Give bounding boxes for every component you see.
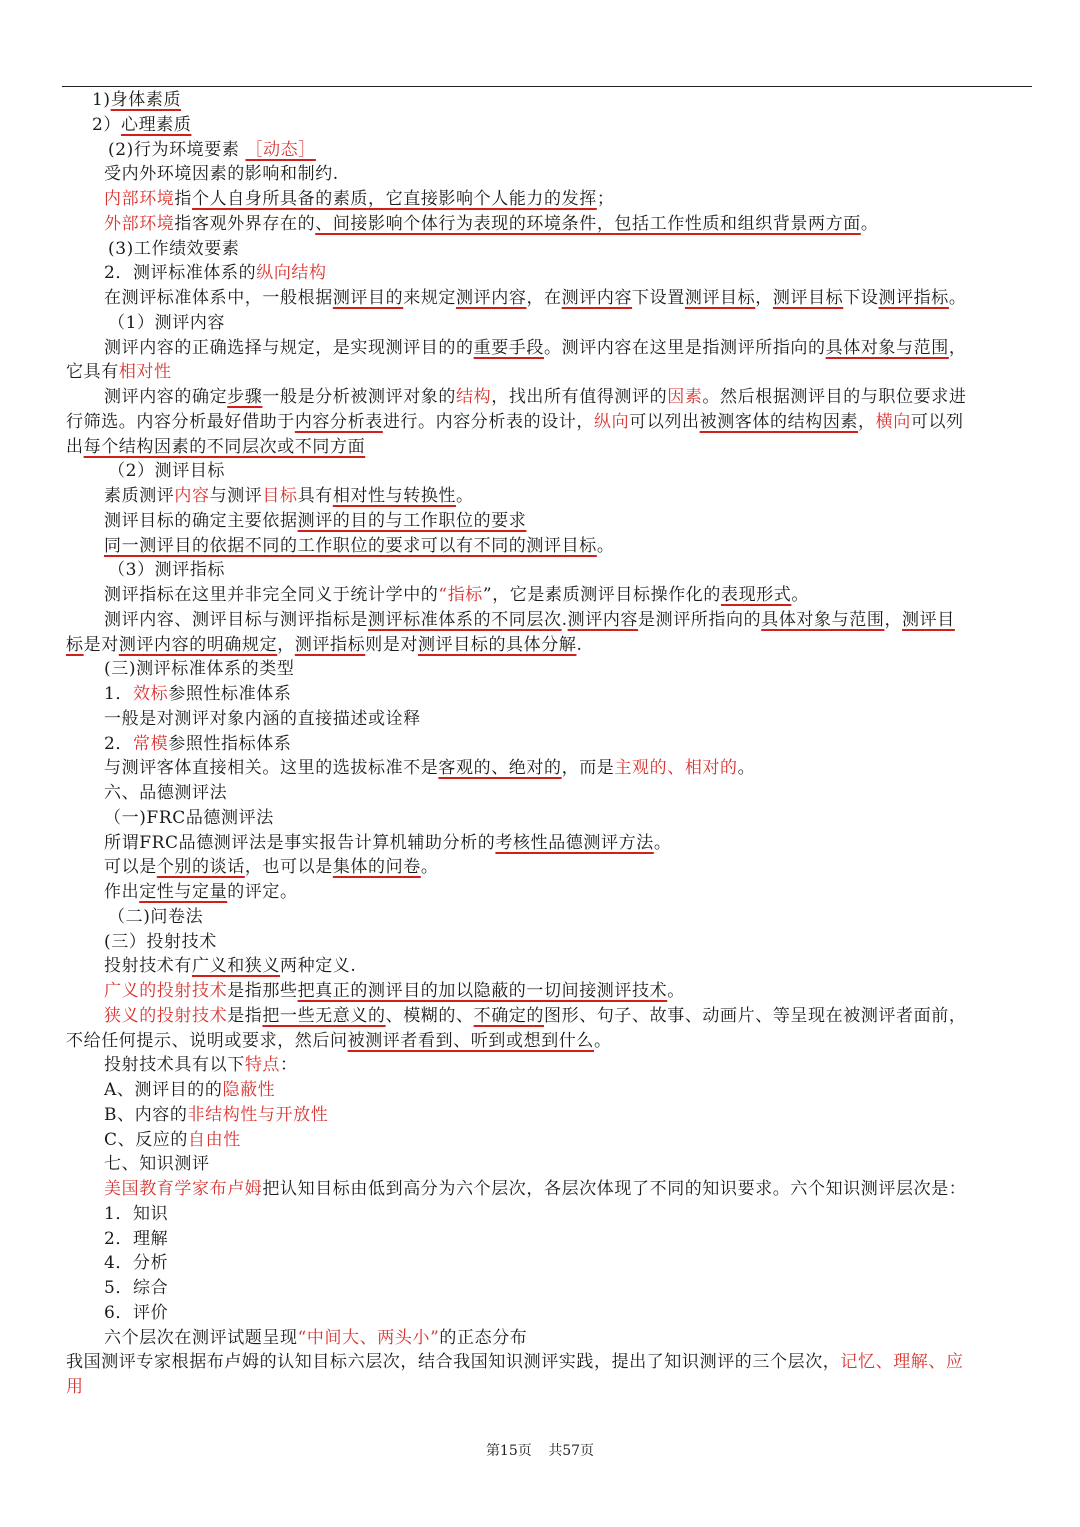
text-segment: 测评内容、测评目标与测评指标是 — [104, 609, 368, 630]
text-line — [0, 1276, 1080, 1301]
text-line — [0, 979, 1080, 1004]
text-segment: （3）测评指标 — [108, 560, 226, 581]
text-segment: 所谓FRC品德测评法是事实报告计算机辅助分析的 — [104, 832, 496, 853]
underlined-text: 定性与定量 — [139, 882, 228, 902]
text-segment: 作出 — [104, 882, 140, 902]
text-line — [0, 930, 1080, 955]
text-line — [0, 1177, 1080, 1202]
underlined-text: 具体对象与范围 — [761, 609, 885, 630]
text-segment: 2．测评标准体系的 — [104, 263, 257, 284]
text-line — [0, 360, 1080, 385]
underlined-text: 、间接影响个体行为表现的环境条件， — [315, 213, 615, 234]
text-line — [0, 311, 1080, 336]
underlined-text: 测评内容 — [567, 609, 639, 630]
highlighted-term: 外部环境 — [104, 213, 175, 234]
text-segment: 在测评标准体系中，一般根据 — [104, 288, 333, 308]
underlined-text: 测评目标的具体分解 — [418, 634, 577, 655]
text-segment: (三）投射技术 — [104, 931, 217, 952]
page-total: 共57页 — [548, 1443, 595, 1459]
text-segment: 是指 — [227, 1005, 263, 1026]
text-segment: 投射技术有 — [104, 956, 192, 977]
text-segment: 6．评价 — [104, 1302, 169, 1323]
underlined-text: 表现形式 — [721, 585, 792, 605]
text-segment: 把认知目标由低到高分为六个层次，各层次体现了不同的知识要求。六个知识测评层次是： — [262, 1179, 967, 1199]
text-line — [0, 88, 1080, 113]
text-line — [0, 1103, 1080, 1128]
text-segment: （2）测评目标 — [108, 461, 226, 482]
text-segment: 参照性标准体系 — [168, 684, 292, 704]
underlined-text: 测评内容 — [456, 288, 527, 308]
text-segment: 则是对 — [365, 634, 419, 655]
text-line — [0, 732, 1080, 757]
highlighted-term: 横向 — [875, 411, 911, 432]
highlighted-term: ［动态］ — [245, 139, 316, 160]
underlined-text: 把真正的测评目的加以隐蔽的一切间接测评技术 — [297, 981, 668, 1001]
text-line — [0, 954, 1080, 979]
text-segment: 与测评客体直接相关。这里的选拔标准不是 — [104, 758, 439, 779]
text-segment: (2)行为环境要素 — [108, 139, 246, 160]
underlined-text: 步骤 — [227, 387, 263, 407]
text-segment: 七、知识测评 — [104, 1154, 210, 1175]
text-segment: 。 — [791, 585, 810, 605]
text-line — [0, 1128, 1080, 1153]
underlined-text: 个人自身所具备的素质，它直接影响个人能力的发挥 — [192, 189, 597, 209]
underlined-text: 同一测评目的依据不同的工作职位的要求可以有不同的测评目标 — [104, 535, 597, 556]
text-segment: 1) — [92, 90, 111, 110]
text-segment: 。然后根据测评目的与职位要求进 — [702, 387, 967, 407]
header-rule — [62, 86, 1032, 87]
text-segment: 。 — [948, 288, 967, 308]
text-segment: 的正态分布 — [439, 1327, 528, 1348]
text-segment: 下设置 — [632, 288, 685, 308]
text-segment: 不给任何提示、说明或要求，然后问 — [66, 1030, 348, 1051]
text-segment: ， — [858, 411, 876, 432]
highlighted-term: 内部环境 — [104, 189, 175, 209]
highlighted-term: 常模 — [133, 733, 169, 754]
text-line — [0, 1301, 1080, 1326]
text-line — [0, 1326, 1080, 1351]
highlighted-term: 因素 — [667, 387, 703, 407]
highlighted-term: 纵向结构 — [256, 263, 327, 284]
text-segment: 是测评所指向的 — [638, 609, 762, 630]
text-segment: 。 — [860, 213, 879, 234]
text-segment: ， — [755, 288, 773, 308]
highlighted-term: 美国教育学家布卢姆 — [104, 1179, 263, 1199]
text-segment: 投射技术具有以下 — [104, 1055, 245, 1076]
text-segment: 测评内容的正确选择与规定，是实现测评目的的 — [104, 337, 474, 358]
text-line — [0, 336, 1080, 361]
text-segment: 4．分析 — [104, 1253, 169, 1274]
text-segment: 。 — [420, 857, 439, 878]
text-line — [0, 385, 1080, 410]
text-segment: ， — [277, 634, 295, 655]
text-segment: ，在 — [526, 288, 562, 308]
text-line — [0, 806, 1080, 831]
underlined-text: 广义和狭义 — [192, 956, 280, 977]
underlined-text: 考核性品德测评方法 — [495, 832, 654, 853]
underlined-text: 测评目标 — [684, 288, 756, 308]
text-line — [0, 484, 1080, 509]
highlighted-term: 非结构性与开放性 — [187, 1104, 329, 1125]
text-segment: 我国测评专家根据布卢姆的认知目标六层次，结合我国知识测评实践，提出了知识测评的三个层次， — [66, 1352, 841, 1373]
text-segment: C、反应的 — [104, 1129, 189, 1150]
underlined-text: 测评目的 — [332, 288, 404, 308]
text-segment: (三)测评标准体系的类型 — [104, 659, 295, 680]
text-segment: 、模糊的、 — [385, 1005, 474, 1026]
highlighted-term: 纵向 — [594, 411, 630, 432]
text-line — [0, 534, 1080, 559]
underlined-text: 身体素质 — [110, 90, 182, 110]
text-segment: ， — [948, 337, 967, 358]
text-line — [0, 410, 1080, 435]
text-segment: 参照性指标体系 — [168, 733, 292, 754]
underlined-text: 重要手段 — [473, 337, 545, 358]
text-line — [0, 261, 1080, 286]
text-line — [0, 1350, 1080, 1375]
underlined-text: 内容分析表 — [294, 411, 383, 432]
underlined-text: 测评标准体系的不同层次 — [368, 609, 562, 630]
text-line — [0, 509, 1080, 534]
text-segment: 它具有 — [66, 362, 119, 383]
underlined-text: 测评目 — [902, 609, 955, 630]
text-segment: 行筛选。内容分析最好借助于 — [66, 411, 295, 432]
text-segment: 进行。内容分析表的设计， — [382, 411, 595, 432]
text-line — [0, 162, 1080, 187]
highlighted-term: 广义的投射技术 — [104, 981, 228, 1001]
text-segment: 一般是对测评对象内涵的直接描述或诠释 — [104, 708, 421, 729]
text-line — [0, 435, 1080, 460]
text-segment: 。 — [594, 1030, 612, 1051]
text-segment: 测评目标的确定主要依据 — [104, 510, 298, 531]
text-segment: 素质测评 — [104, 486, 175, 506]
text-line — [0, 138, 1080, 163]
highlighted-term: 主观的、相对的 — [614, 758, 738, 779]
text-segment: 1． — [104, 684, 134, 704]
text-segment: ，找出所有值得测评的 — [491, 387, 668, 407]
text-line — [0, 1375, 1080, 1400]
text-line — [0, 459, 1080, 484]
text-segment: 。 — [737, 758, 756, 779]
underlined-text: 心理素质 — [121, 114, 192, 135]
underlined-text: 测评内容 — [561, 288, 633, 308]
text-line — [0, 905, 1080, 930]
highlighted-term: 用 — [66, 1377, 84, 1397]
text-line — [0, 286, 1080, 311]
text-segment: 2．理解 — [104, 1228, 169, 1249]
underlined-text: 测评指标 — [878, 288, 949, 308]
underlined-text: 不确定的 — [473, 1005, 545, 1026]
underlined-text: 每个结构因素的不同层次或不同方面 — [83, 436, 366, 457]
text-segment: （一)FRC品德测评法 — [104, 807, 274, 828]
text-segment: ，而是 — [561, 758, 615, 779]
underlined-text: 被测客体的结构因素 — [699, 411, 859, 432]
text-segment: . — [561, 609, 568, 630]
highlighted-term: 记忆、理解、应 — [840, 1352, 964, 1373]
document-body — [0, 88, 1080, 1400]
text-segment: 可以列 — [910, 411, 964, 432]
text-segment: 可以是 — [104, 857, 157, 878]
text-segment: . — [576, 634, 583, 655]
text-segment: A、测评目的的 — [104, 1080, 223, 1100]
text-line — [0, 707, 1080, 732]
highlighted-term: 隐蔽性 — [222, 1080, 276, 1100]
text-segment: ， — [884, 609, 903, 630]
text-line — [0, 113, 1080, 138]
text-segment: 5．综合 — [104, 1278, 169, 1298]
text-segment: 受内外环境因素的影响和制约. — [104, 164, 339, 185]
highlighted-term: “中间大、两头小” — [297, 1327, 440, 1348]
text-segment: 是对 — [83, 634, 119, 655]
highlighted-term: 特点 — [244, 1055, 281, 1076]
text-segment: 是指那些 — [227, 981, 298, 1001]
highlighted-term: 内容 — [174, 486, 210, 506]
underlined-text: 测评内容的明确规定 — [118, 634, 278, 655]
text-segment: ，也可以是 — [244, 857, 333, 878]
text-line — [0, 1053, 1080, 1078]
text-line — [0, 781, 1080, 806]
text-line — [0, 187, 1080, 212]
text-segment: 测评指标在这里并非完全同义于统计学中的 — [104, 585, 439, 605]
text-segment: 六、品德测评法 — [104, 783, 228, 803]
highlighted-term: 目标 — [262, 486, 298, 506]
text-line — [0, 855, 1080, 880]
text-segment: ； — [596, 189, 615, 209]
text-segment: 来规定 — [403, 288, 457, 308]
text-line — [0, 1227, 1080, 1252]
highlighted-term: 自由性 — [188, 1129, 241, 1150]
text-segment: 出 — [66, 436, 84, 457]
text-line — [0, 1004, 1080, 1029]
text-line — [0, 1202, 1080, 1227]
underlined-text: 具体对象与范围 — [825, 337, 949, 358]
text-line — [0, 1152, 1080, 1177]
text-segment: 可以列出 — [629, 411, 700, 432]
text-segment: ”，它是素质测评目标操作化的 — [482, 585, 721, 605]
text-segment: 的评定。 — [227, 882, 298, 902]
underlined-text: 客观的、绝对的 — [438, 758, 562, 779]
text-line — [0, 212, 1080, 237]
highlighted-term: 狭义的投射技术 — [104, 1005, 228, 1026]
text-segment: 2） — [92, 114, 122, 135]
text-segment: ： — [280, 1055, 298, 1076]
text-segment: 2． — [104, 733, 134, 754]
text-segment: （1）测评内容 — [108, 312, 226, 333]
underlined-text: 标 — [66, 634, 84, 655]
text-line — [0, 880, 1080, 905]
text-line — [0, 237, 1080, 262]
text-line — [0, 756, 1080, 781]
text-segment: 测评内容的确定 — [104, 387, 228, 407]
text-segment: 具有 — [297, 486, 333, 506]
underlined-text: 个别的谈话 — [156, 857, 245, 878]
text-segment: (3)工作绩效要素 — [108, 238, 240, 259]
highlighted-term: 效标 — [133, 684, 169, 704]
text-line — [0, 831, 1080, 856]
text-segment: 。 — [456, 486, 474, 506]
text-segment: 两种定义. — [280, 956, 357, 977]
underlined-text: 包括工作性质和组织背景两方面 — [614, 213, 861, 234]
text-segment: 。 — [653, 832, 672, 853]
text-segment: 与测评 — [209, 486, 263, 506]
text-line — [0, 657, 1080, 682]
text-line — [0, 633, 1080, 658]
underlined-text: 相对性与转换性 — [332, 486, 457, 506]
underlined-text: 测评目标 — [772, 288, 844, 308]
text-line — [0, 583, 1080, 608]
text-segment: 1．知识 — [104, 1203, 169, 1224]
underlined-text: 被测评者看到、听到或想到什么 — [347, 1030, 595, 1051]
text-segment: 下设 — [843, 288, 879, 308]
text-segment: 六个层次在测评试题呈现 — [104, 1327, 298, 1348]
text-segment: （二)问卷法 — [108, 906, 204, 927]
text-segment: 指客观外界存在的 — [174, 213, 316, 234]
text-line — [0, 1078, 1080, 1103]
text-line — [0, 1251, 1080, 1276]
text-line — [0, 558, 1080, 583]
highlighted-term: 相对性 — [118, 362, 172, 383]
highlighted-term: 结构 — [456, 387, 492, 407]
text-segment: B、内容的 — [104, 1104, 188, 1125]
text-segment: 。 — [596, 535, 615, 556]
underlined-text: 测评的目的与工作职位的要求 — [297, 510, 527, 531]
underlined-text: 集体的问卷 — [332, 857, 421, 878]
highlighted-term: “指标 — [438, 585, 483, 605]
text-segment: 。 — [667, 981, 685, 1001]
page-footer — [0, 1440, 1080, 1460]
text-segment: 图形、句子、故事、动画片、等呈现在被测评者面前， — [544, 1005, 967, 1026]
page-number: 第15页 — [485, 1443, 532, 1459]
text-line — [0, 1029, 1080, 1054]
text-segment: 一般是分析被测评对象的 — [262, 387, 457, 407]
text-segment: 指 — [174, 189, 193, 209]
underlined-text: 测评指标 — [294, 634, 366, 655]
text-line — [0, 608, 1080, 633]
text-segment: 。测评内容在这里是指测评所指向的 — [544, 337, 826, 358]
text-line — [0, 682, 1080, 707]
underlined-text: 把一些无意义的 — [262, 1005, 386, 1026]
